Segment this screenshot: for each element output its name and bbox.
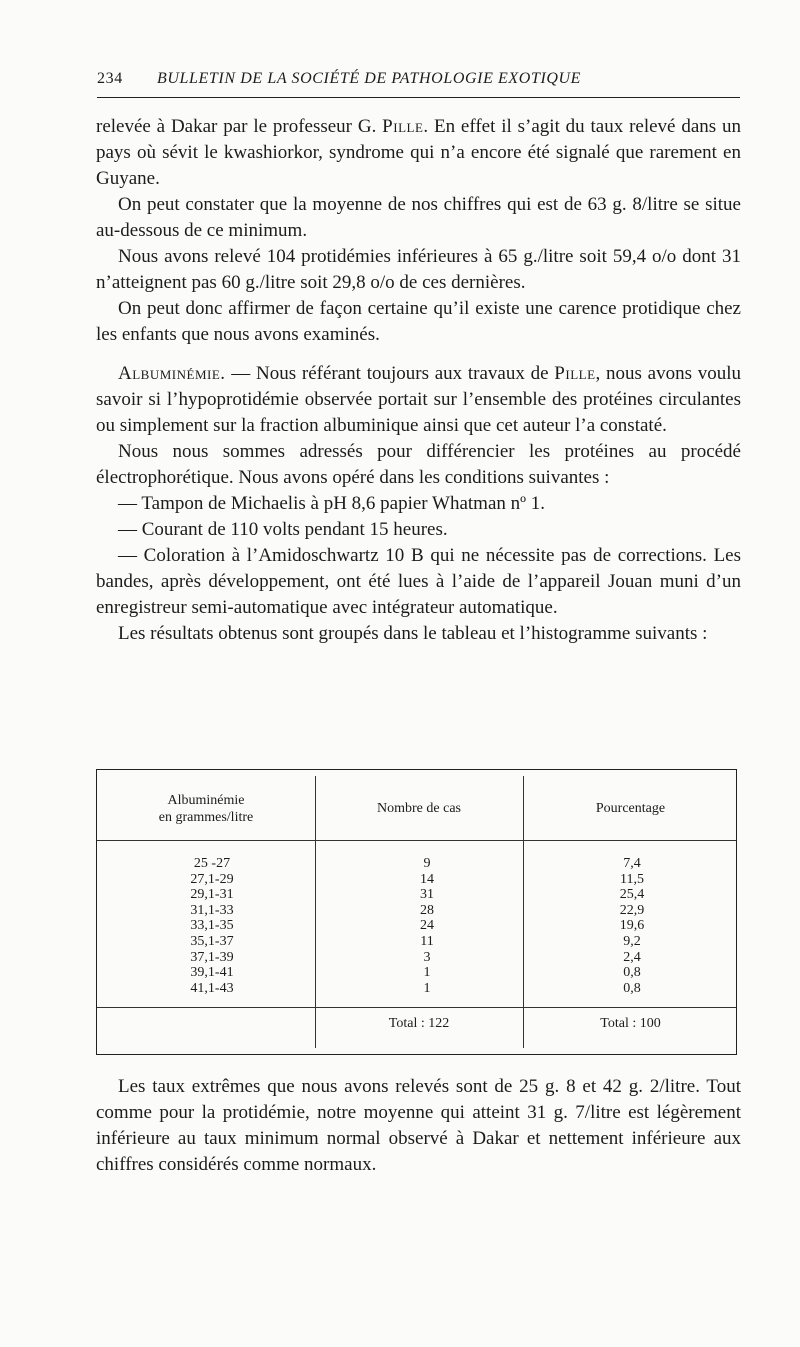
- column-header-albumin-line1: Albuminémie: [167, 793, 245, 808]
- table-cell-range: 29,1-31: [190, 887, 234, 903]
- journal-title: BULLETIN DE LA SOCIÉTÉ DE PATHOLOGIE EXOTIQUE: [157, 70, 582, 87]
- table-cell-percent: 0,8: [623, 965, 641, 981]
- table-cell-range: 33,1-35: [190, 918, 234, 934]
- albumin-table: [96, 769, 737, 1055]
- section-heading: Albuminémie.: [118, 363, 226, 384]
- table-cell-count: 14: [420, 871, 434, 887]
- table-cell-range: 37,1-39: [190, 949, 234, 965]
- intro-p1-rest: . En effet il s’agit du taux relevé dans un pays où sévit le kwashiorkor, syndrome qui n’a encore été signalé que rarement en Guyane.: [96, 116, 742, 189]
- table-cell-count: 1: [423, 980, 431, 996]
- column-header-count: Nombre de cas: [377, 801, 461, 816]
- condition-item-1: — Tampon de Michaelis à pH 8,6 papier Whatman nº 1.: [118, 493, 546, 514]
- table-total-percent: Total : 100: [600, 1016, 661, 1031]
- author-name-pille: Pille: [382, 116, 424, 137]
- column-header-percent: Pourcentage: [595, 801, 666, 816]
- intro-paragraph-1: [96, 114, 741, 192]
- albumin-paragraph-1: [96, 361, 741, 439]
- table-cell-range: 27,1-29: [190, 871, 234, 887]
- albumin-paragraph-2: Nous nous sommes adressés pour différencier les protéines au procédé électrophorétique. Nous avons opéré dans les conditions suivantes :: [96, 441, 741, 488]
- table-cell-percent: 22,9: [619, 902, 645, 918]
- table-cell-count: 31: [420, 887, 434, 903]
- intro-text: [96, 114, 741, 647]
- author-name-pille-2: Pille: [554, 363, 596, 384]
- albumin-p1-text: — Nous référant toujours aux travaux de: [225, 363, 555, 384]
- table-cell-percent: 7,4: [623, 856, 641, 871]
- table-cell-percent: 11,5: [620, 871, 644, 887]
- column-percents: [602, 856, 662, 996]
- column-counts: [397, 856, 457, 996]
- table-total-count: Total : 122: [388, 1016, 450, 1031]
- intro-paragraph-2: On peut constater que la moyenne de nos chiffres qui est de 63 g. 8/litre se situe au-dessous de ce minimum.: [96, 194, 741, 241]
- page-number: 234: [97, 70, 123, 87]
- table-cell-percent: 2,4: [623, 949, 641, 965]
- table-cell-percent: 9,2: [623, 933, 641, 949]
- intro-p1-text: relevée à Dakar par le professeur G.: [96, 116, 383, 137]
- conclusion-paragraph: Les taux extrêmes que nous avons relevés sont de 25 g. 8 et 42 g. 2/litre. Tout comme pour la protidémie, notre moyenne qui atteint 31 g. 7/litre est légèrement inférieure au taux minimum normal observé à Dakar et nettement inférieure aux chiffres considérés comme normaux.: [96, 1076, 741, 1175]
- condition-item-3: — Coloration à l’Amidoschwartz 10 B qui ne nécessite pas de corrections. Les bandes, après développement, ont été lues à l’aide de l’appareil Jouan muni d’un enregistreur semi-automatique avec intégrateur automatique.: [96, 545, 741, 618]
- table-cell-count: 28: [420, 902, 434, 918]
- table-header-rule: [97, 840, 736, 841]
- table-cell-range: 31,1-33: [190, 902, 234, 918]
- table-cell-range: 25 -27: [193, 856, 231, 871]
- table-cell-range: 41,1-43: [190, 980, 234, 996]
- condition-item-2: — Courant de 110 volts pendant 15 heures.: [118, 519, 448, 540]
- albumin-paragraph-3: Les résultats obtenus sont groupés dans le tableau et l’histogramme suivants :: [118, 623, 708, 644]
- header-rule: [97, 97, 740, 98]
- column-header-albumin: [97, 792, 315, 826]
- table-cell-percent: 0,8: [623, 980, 641, 996]
- table-cell-percent: 19,6: [619, 918, 645, 934]
- conclusion-text: [96, 1074, 741, 1178]
- column-header-albumin-line2: en grammes/litre: [158, 810, 254, 825]
- table-cell-count: 9: [423, 856, 431, 871]
- table-cell-count: 11: [420, 933, 434, 949]
- running-header: [97, 70, 739, 88]
- albumin-p1-tail: , nous avons voulu savoir si l’hypoprotidémie observée portait sur l’ensemble des protéines circulantes ou simplement sur la fraction albuminique ainsi que cet auteur l’a constaté.: [96, 363, 742, 436]
- intro-paragraph-4: On peut donc affirmer de façon certaine qu’il existe une carence protidique chez les enfants que nous avons examinés.: [96, 298, 741, 345]
- table-cell-range: 35,1-37: [190, 933, 234, 949]
- table-total-rule: [97, 1007, 736, 1008]
- table-cell-count: 1: [423, 965, 431, 981]
- column-ranges: [167, 856, 257, 996]
- table-cell-count: 24: [420, 918, 434, 934]
- intro-paragraph-3: Nous avons relevé 104 protidémies inférieures à 65 g./litre soit 59,4 o/o dont 31 n’atteignent pas 60 g./litre soit 29,8 o/o de ces dernières.: [96, 246, 741, 293]
- table-cell-percent: 25,4: [619, 887, 645, 903]
- table-cell-count: 3: [423, 949, 431, 965]
- table-cell-range: 39,1-41: [190, 965, 234, 981]
